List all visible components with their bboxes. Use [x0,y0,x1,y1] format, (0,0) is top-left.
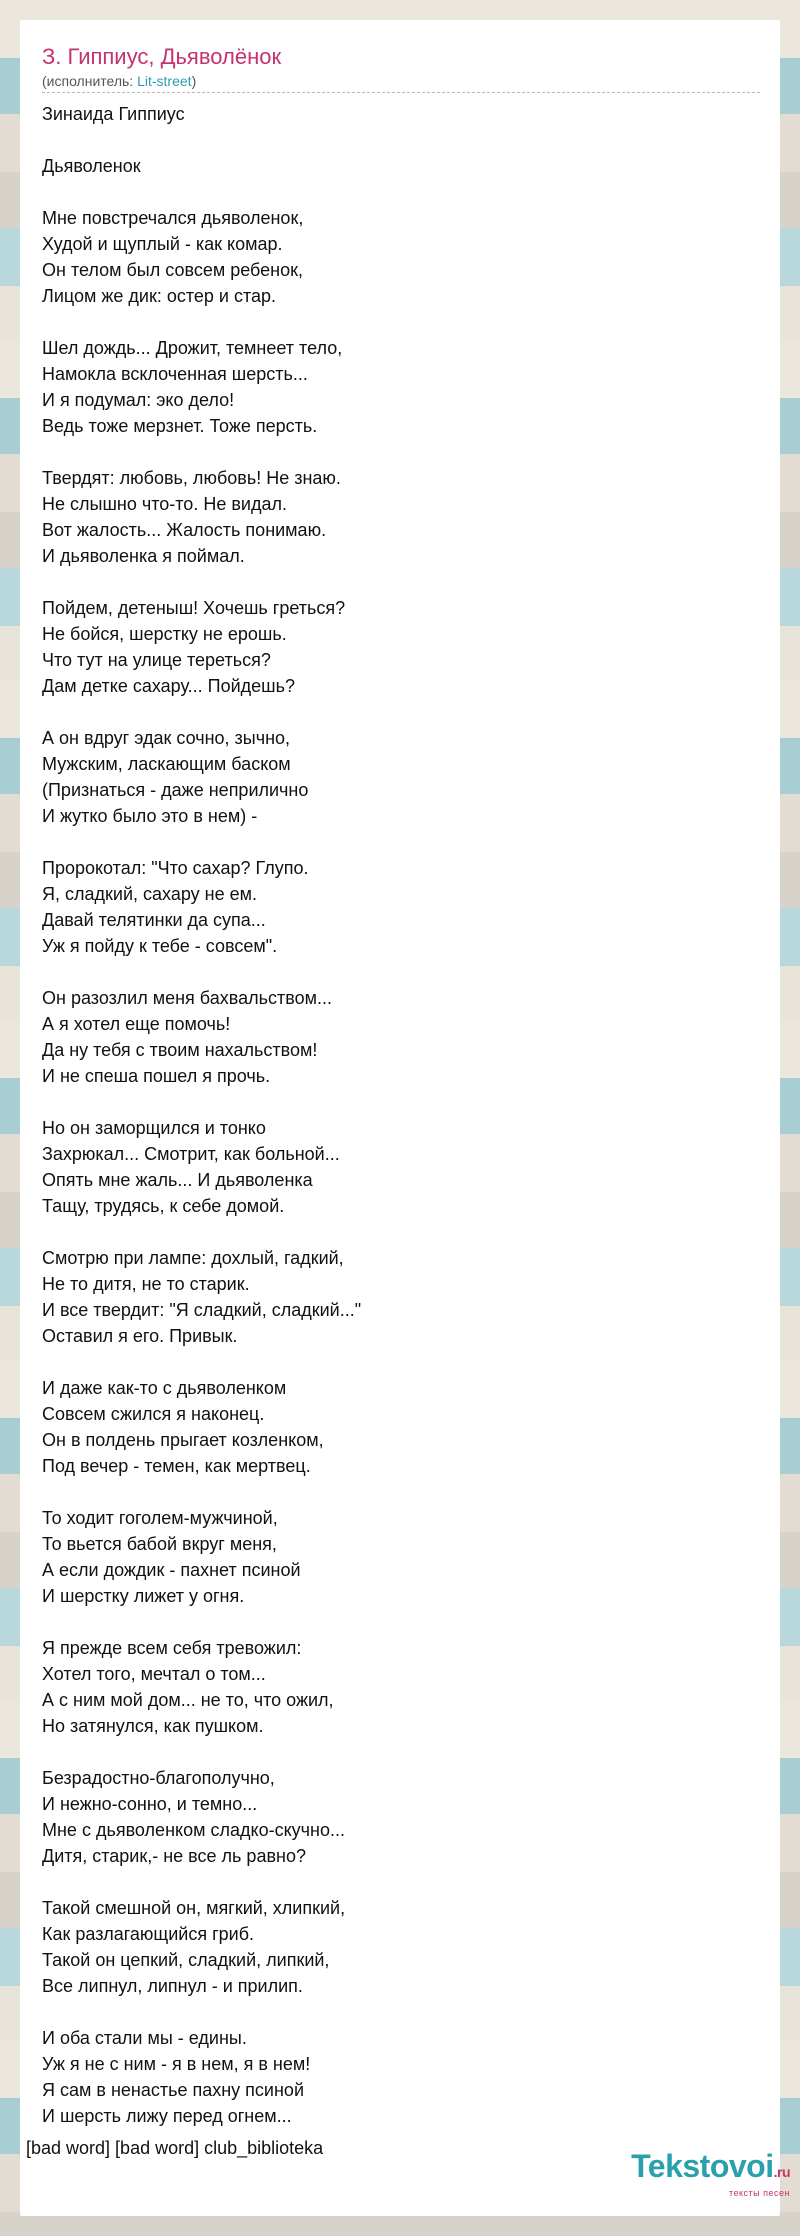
logo-main-text: Tekstovoi [631,2148,774,2184]
logo-subtitle: тексты песен [728,2188,790,2198]
song-title: З. Гиппиус, Дьяволёнок [42,44,282,69]
logo-tld: .ru [773,2164,790,2180]
performer-prefix: (исполнитель: [42,73,138,89]
performer-line [42,72,760,93]
performer-link[interactable]: Lit-street [137,73,192,89]
site-logo[interactable] [631,2150,790,2198]
lyrics-card [20,20,780,2216]
performer-suffix: ) [191,73,197,89]
logo-wordmark [631,2150,790,2188]
tags-line: [bad word] [bad word] club_biblioteka [26,2138,324,2158]
lyrics-text: Зинаида Гиппиус Дьяволенок Мне повстречался дьяволенок, Худой и щуплый - как комар. Он телом был совсем ребенок, Лицом же дик: остер и стар. Шел дождь... Дрожит, темнеет тело, Намокла всклоченная шерсть... И я подумал: эко дело! Ведь тоже мерзнет. Тоже персть. Твердят: любовь, любовь! Не знаю. Не слышно что-то. Не видал. Вот жалость... Жалость понимаю. И дьяволенка я поймал. Пойдем, детеныш! Хочешь греться? Не бойся, шерстку не ерошь. Что тут на улице тереться? Дам детке сахару... Пойдешь? А он вдруг эдак сочно, зычно, Мужским, ласкающим баском (Признаться - даже неприлично И жутко было это в нем) - Пророкотал: "Что сахар? Глупо. Я, сладкий, сахару не ем. Давай телятинки да супа... Уж я пойду к тебе - совсем". Он разозлил меня бахвальством... А я хотел еще помочь! Да ну тебя с твоим нахальством! И не спеша пошел я прочь. Но он заморщился и тонко Захрюкал... Смотрит, как больной... Опять мне жаль... И дьяволенка Тащу, трудясь, к себе домой. Смотрю при лампе: дохлый, гадкий, Не то дитя, не то старик. И все твердит: "Я сладкий, сладкий..." Оставил я его. Привык. И даже как-то с дьяволенком Совсем сжился я наконец. Он в полдень прыгает козленком, Под вечер - темен, как мертвец. То ходит гоголем-мужчиной, То вьется бабой вкруг меня, А если дождик - пахнет псиной И шерстку лижет у огня. Я прежде всем себя тревожил: Хотел того, мечтал о том... А с ним мой дом... не то, что ожил, Но затянулся, как пушком. Безрадостно-благополучно, И нежно-сонно, и темно... Мне с дьяволенком сладко-скучно... Дитя, старик,- не все ль равно? Такой смешной он, мягкий, хлипкий, Как разлагающийся гриб. Такой он цепкий, сладкий, липкий, Все липнул, липнул - и прилип. И оба стали мы - едины. Уж я не с ним - я в нем, я в нем! Я сам в ненастье пахну псиной И шерсть лижу перед огнем... [42,104,362,2126]
